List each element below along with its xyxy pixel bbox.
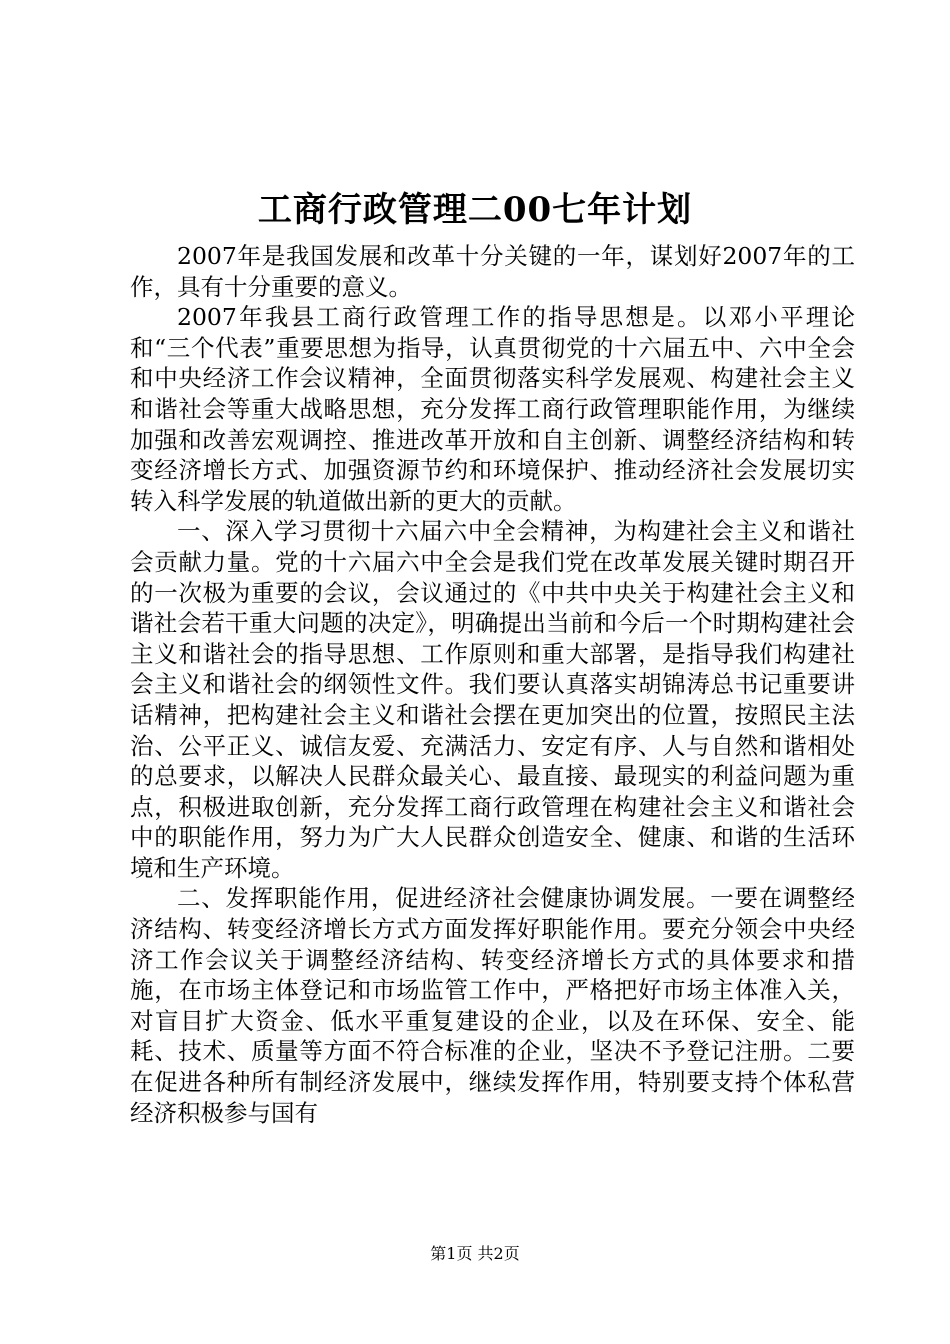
document-body [130, 241, 855, 1128]
paragraph-section-one: 一、深入学习贯彻十六届六中全会精神，为构建社会主义和谐社会贡献力量。党的十六届六中全会是我们党在改革发展关键时期召开的一次极为重要的会议，会议通过的《中共中央关于构建社会主义和谐社会若干重大问题的决定》，明确提出当前和今后一个时期构建社会主义和谐社会的指导思想、工作原则和重大部署，是指导我们构建社会主义和谐社会的纲领性文件。我们要认真落实胡锦涛总书记重要讲话精神，把构建社会主义和谐社会摆在更加突出的位置，按照民主法治、公平正义、诚信友爱、充满活力、安定有序、人与自然和谐相处的总要求，以解决人民群众最关心、最直接、最现实的利益问题为重点，积极进取创新，充分发挥工商行政管理在构建社会主义和谐社会中的职能作用，努力为广大人民群众创造安全、健康、和谐的生活环境和生产环境。 [130, 517, 855, 882]
paragraph-section-two: 二、发挥职能作用，促进经济社会健康协调发展。一要在调整经济结构、转变经济增长方式方面发挥好职能作用。要充分领会中央经济工作会议关于调整经济结构、转变经济增长方式的具体要求和措施，在市场主体登记和市场监管工作中，严格把好市场主体准入关，对盲目扩大资金、低水平重复建设的企业，以及在环保、安全、能耗、技术、质量等方面不符合标准的企业，坚决不予登记注册。二要在促进各种所有制经济发展中，继续发挥作用，特别要支持个体私营经济积极参与国有 [130, 884, 855, 1127]
paragraph-guiding-thought: 2007年我县工商行政管理工作的指导思想是。以邓小平理论和“三个代表”重要思想为指导，认真贯彻党的十六届五中、六中全会和中央经济工作会议精神，全面贯彻落实科学发展观、构建社会主义和谐社会等重大战略思想，充分发挥工商行政管理职能作用，为继续加强和改善宏观调控、推进改革开放和自主创新、调整经济结构和转变经济增长方式、加强资源节约和环境保护、推动经济社会发展切实转入科学发展的轨道做出新的更大的贡献。 [130, 303, 855, 515]
document-title: 工商行政管理二00七年计划 [257, 190, 693, 230]
page-footer: 第1页 共2页 [430, 1244, 520, 1263]
paragraph-intro: 2007年是我国发展和改革十分关键的一年，谋划好2007年的工作，具有十分重要的意义。 [130, 242, 855, 301]
